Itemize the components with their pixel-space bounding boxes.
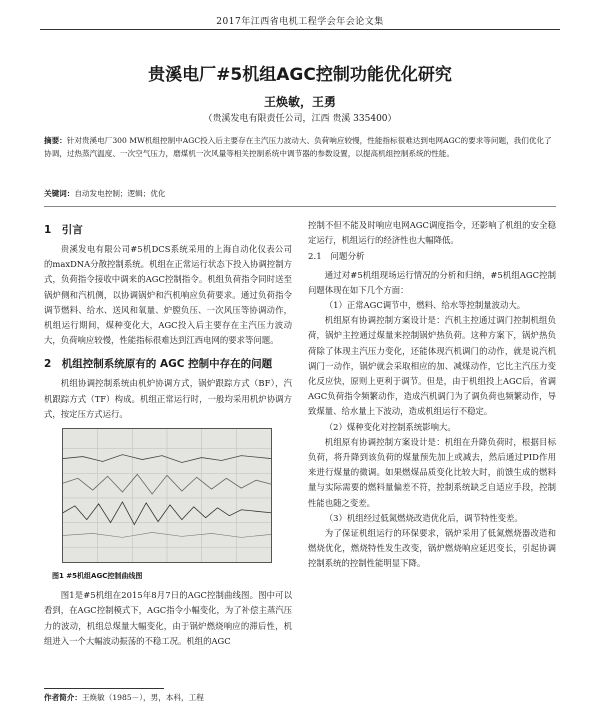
section-2-1-heading: 2.1 问题分析 <box>308 252 365 263</box>
issue-item-1: （1）正常AGC调节中，燃料、给水等控制量波动大。 <box>324 300 526 311</box>
abstract-separator <box>44 206 556 207</box>
abstract-label: 摘要： <box>44 136 67 145</box>
author-footnote <box>44 692 204 703</box>
keywords <box>44 188 556 199</box>
issue-item-2: （2）煤种变化对控制系统影响大。 <box>324 421 456 432</box>
footnote-text: 王焕敏（1985－），男，本科，工程 <box>81 693 204 702</box>
right-column <box>308 218 556 572</box>
section-2-1-paragraph-2: 机组原有协调控制方案设计是：汽机主控通过调门控制机组负荷，锅炉主控通过煤量来控制锅炉热负荷。这种方案下，锅炉热负荷除了体现主汽压力变化，还能体现汽机调门的动作，就是说汽机调门一动作，锅炉就会采取相应的加、减煤动作，它比主汽压力变化反应快，原则上更利于调节。但是，由于机组投上AGC后，省调AGC负荷指令频繁动作，造成汽机调门为了调负荷也频繁动作，导致煤量、给水量上下波动，造成机组运行不稳定。 <box>308 315 556 417</box>
footnote-rule <box>44 688 164 689</box>
section-1-paragraph: 贵溪发电有限公司#5机DCS系统采用的上海自动化仪表公司的maxDNA分散控制系统。机组在正常运行状态下投入协调控制方式，负荷指令接收中调来的AGC控制指令。机组负荷指令同时送至锅炉侧和汽机侧，以协调锅炉和汽机响应负荷要求。通过负荷指令调节燃料、给水、送风和氧量、炉膛负压、一次风压等协调动作，机组运行期间，煤种变化大，AGC投入后主要存在主汽压力波动大，负荷响应较慢，性能指标很难达到江西电网的要求等问题。 <box>44 244 292 346</box>
section-2-1-paragraph-4: 为了保证机组运行的环保要求，锅炉采用了低氮燃烧器改造和燃烧优化，燃烧特性发生改变，锅炉燃烧响应延迟变长，引起协调控制系统的控制性能明显下降。 <box>308 528 556 569</box>
running-header: 2017年江西省电机工程学会年会论文集 <box>216 17 384 27</box>
abstract <box>44 134 556 160</box>
keywords-text: 自动发电控制；逻辑；优化 <box>74 189 166 198</box>
abstract-text: 针对贵溪电厂300 MW机组控制中AGC投入后主要存在主汽压力波动大、负荷响应较慢，性能指标很难达到电网AGC的要求等问题，我们优化了协调，过热蒸汽温度、一次空气压力，磨煤机一次风量等相关控制系统中调节器的参数设置，以提高机组控制系统的性能。 <box>44 136 552 158</box>
continued-paragraph: 控制不但不能及时响应电网AGC调度指令，还影响了机组的安全稳定运行，机组运行的经济性也大幅降低。 <box>308 220 556 246</box>
section-2-1-paragraph-1: 通过对#5机组现场运行情况的分析和归纳，#5机组AGC控制问题体现在如下几个方面： <box>308 269 556 295</box>
left-column <box>44 218 292 649</box>
paper-affiliation: （贵溪发电有限责任公司，江西 贵溪 335400） <box>203 114 397 124</box>
paper-title: 贵溪电厂#5机组AGC控制功能优化研究 <box>148 65 452 85</box>
issue-item-3: （3）机组经过低氮燃烧改造优化后，调节特性变差。 <box>324 512 523 523</box>
section-2-heading: 2 机组控制系统原有的 AGC 控制中存在的问题 <box>44 358 273 371</box>
keywords-label: 关键词： <box>44 189 75 198</box>
figure-1-caption: 图1 #5机组AGC控制曲线图 <box>52 572 143 581</box>
paper-authors: 王焕敏，王勇 <box>263 95 336 109</box>
section-2-paragraph-2: 图1是#5机组在2015年8月7日的AGC控制曲线图。图中可以看到，在AGC控制模式下，AGC指令小幅变化，为了补偿主蒸汽压力的波动，机组总煤量大幅变化，由于锅炉燃烧响应的滞后性，机组进入一个大幅波动振荡的不稳工况。机组的AGC <box>44 590 292 646</box>
footnote-label: 作者简介： <box>44 693 82 702</box>
section-2-1-paragraph-3: 机组原有协调控制方案设计是：机组在升降负荷时，根据目标负荷，将升降到该负荷的煤量预先加上或减去，然后通过PID作用来进行煤量的微调。如果燃煤品质变化比较大时，前馈生成的燃料量与实际需要的燃料量偏差不符，控制系统缺乏自适应手段，控制性能也随之变差。 <box>308 436 556 508</box>
figure-1-agc-curve <box>62 428 272 563</box>
header-rule <box>40 29 560 30</box>
section-2-paragraph-1: 机组协调控制系统由机炉协调方式，锅炉跟踪方式（BF），汽机跟踪方式（TF）构成。机组正常运行时，一般均采用机炉协调方式，按定压方式运行。 <box>44 378 292 419</box>
figure-1-plot <box>63 429 271 562</box>
section-1-heading: 1 引言 <box>44 224 83 236</box>
